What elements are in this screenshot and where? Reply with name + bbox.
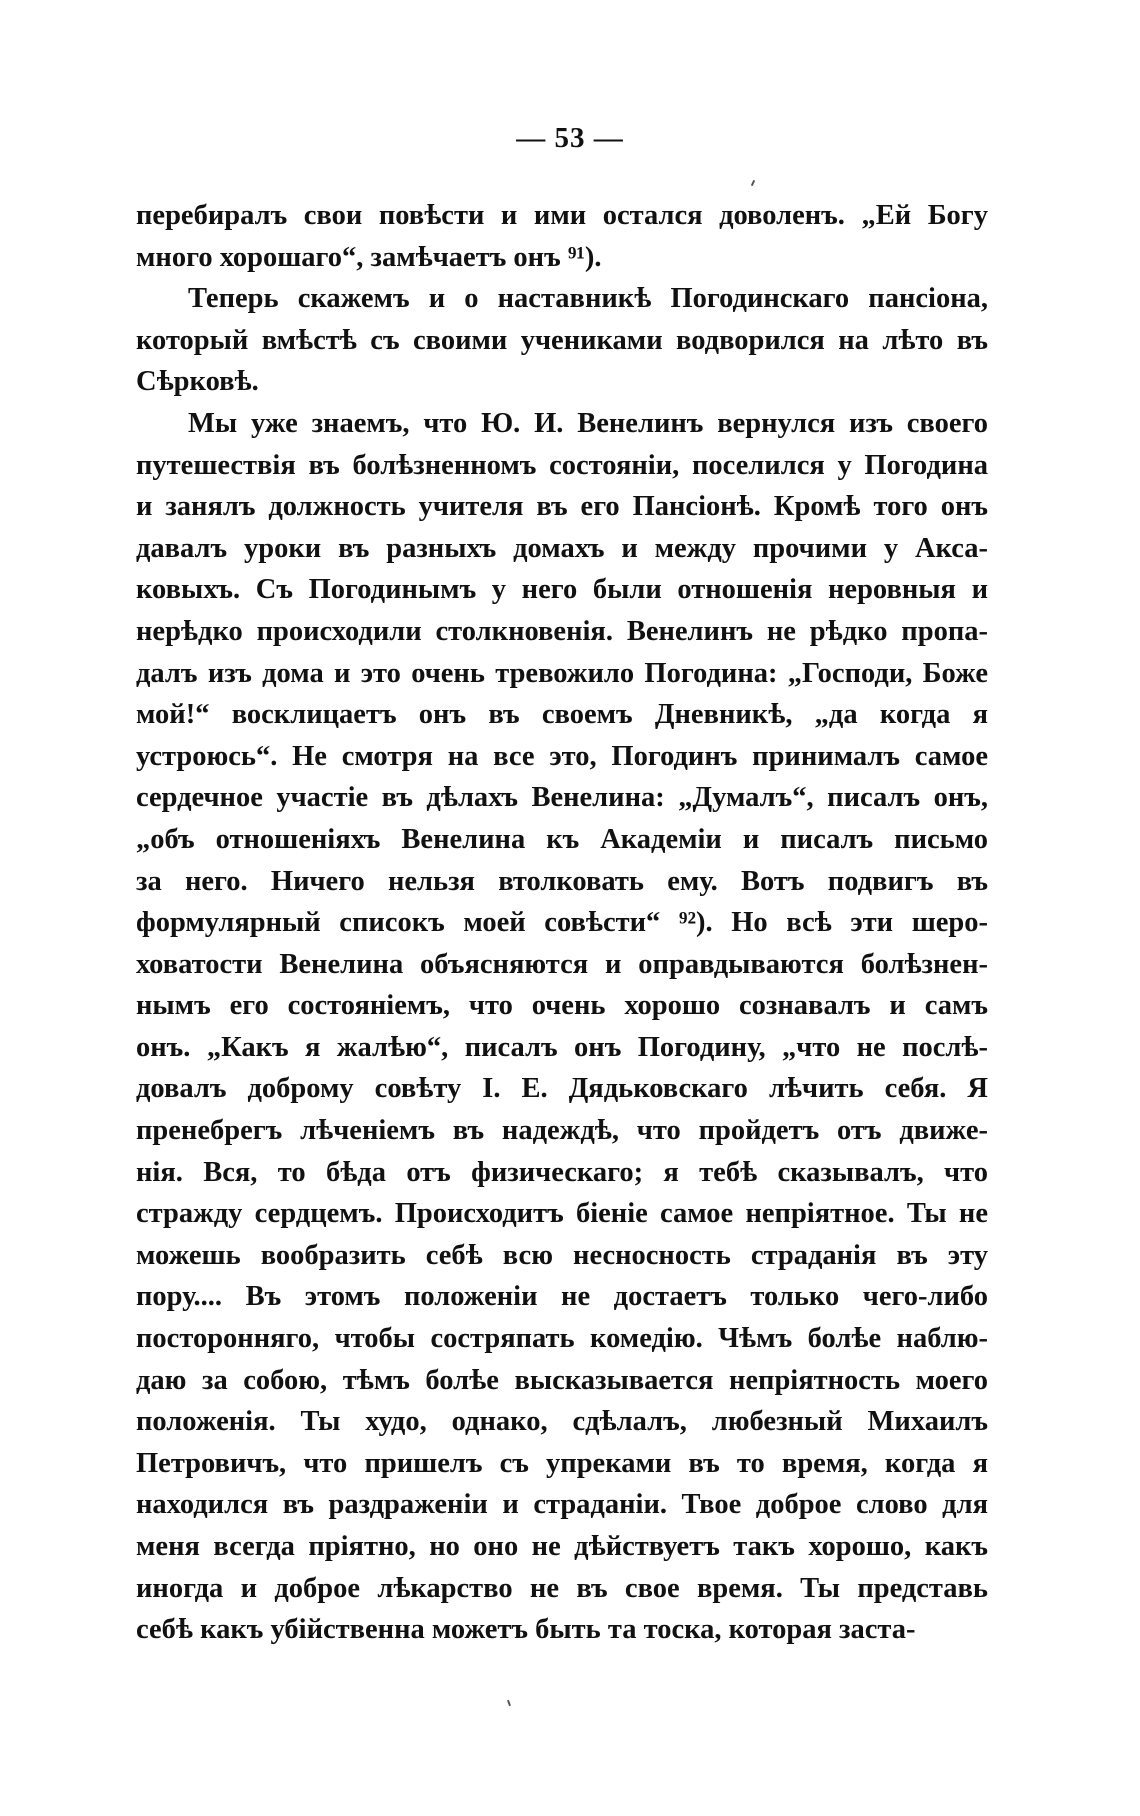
paragraph	[136, 403, 988, 1651]
text-line: сердечное участіе въ дѣлахъ Венелина: „Думалъ“, писалъ онъ,	[136, 782, 988, 814]
text-line: за него. Ничего нельзя втолковать ему. Вотъ подвигъ въ	[136, 865, 988, 897]
text-line: много хорошаго“, замѣчаетъ онъ ⁹¹).	[136, 241, 602, 273]
text-line: положенія. Ты худо, однако, сдѣлалъ, любезный Михаилъ	[136, 1406, 988, 1438]
body-text	[136, 195, 988, 1651]
text-line: давалъ уроки въ разныхъ домахъ и между прочими у Акса-	[136, 532, 988, 564]
text-line: Мы уже знаемъ, что Ю. И. Венелинъ вернулся изъ своего	[188, 407, 988, 439]
text-line: устроюсь“. Не смотря на все это, Погодинъ принималъ самое	[136, 740, 988, 772]
text-line: находился въ раздраженіи и страданіи. Твое доброе слово для	[136, 1489, 988, 1521]
text-line: который вмѣстѣ съ своими учениками водворился на лѣто въ	[136, 324, 988, 356]
text-line: посторонняго, чтобы состряпать комедію. Чѣмъ болѣе наблю-	[136, 1323, 988, 1355]
paragraph	[136, 278, 988, 403]
text-line: Теперь скажемъ и о наставникѣ Погодинскаго пансіона,	[188, 283, 988, 315]
text-line: пренебрегъ лѣченіемъ въ надеждѣ, что пройдетъ отъ движе-	[136, 1115, 988, 1147]
text-line: перебиралъ свои повѣсти и ими остался доволенъ. „Ей Богу	[136, 200, 988, 231]
text-line: иногда и доброе лѣкарство не въ свое время. Ты представь	[136, 1572, 988, 1604]
text-line: можешь вообразить себѣ всю несносность страданія въ эту	[136, 1239, 988, 1271]
text-line: формулярный списокъ моей совѣсти“ ⁹²). Но всѣ эти шеро-	[136, 907, 988, 939]
text-line: довалъ доброму совѣту І. Е. Дядьковскаго лѣчить себя. Я	[136, 1073, 988, 1105]
text-line: „объ отношеніяхъ Венелина къ Академіи и писалъ письмо	[136, 823, 988, 855]
text-line: нымъ его состояніемъ, что очень хорошо сознавалъ и самъ	[136, 990, 988, 1022]
text-line: пору.... Въ этомъ положеніи не достаетъ только чего-либо	[136, 1281, 988, 1313]
text-line: онъ. „Какъ я жалѣю“, писалъ онъ Погодину, „что не послѣ-	[136, 1031, 988, 1063]
text-line: даю за собою, тѣмъ болѣе высказывается непріятность моего	[136, 1364, 988, 1396]
text-line: стражду сердцемъ. Происходитъ біеніе самое непріятное. Ты не	[136, 1198, 988, 1230]
paragraph	[136, 195, 988, 278]
text-line: мой!“ восклицаетъ онъ въ своемъ Дневникѣ, „да когда я	[136, 699, 988, 731]
text-line: ковыхъ. Съ Погодинымъ у него были отношенія неровныя и	[136, 574, 988, 606]
text-line: ховатости Венелина объясняются и оправдываются болѣзнен-	[136, 948, 988, 980]
text-line: себѣ какъ убійственна можетъ быть та тоска, которая заста-	[136, 1614, 916, 1646]
scan-speck	[751, 180, 755, 186]
text-line: Сѣрковѣ.	[136, 366, 259, 398]
scan-speck	[507, 1700, 511, 1706]
page-number: — 53 —	[516, 122, 624, 154]
text-line: нія. Вся, то бѣда отъ физическаго; я тебѣ сказывалъ, что	[136, 1156, 988, 1188]
text-line: далъ изъ дома и это очень тревожило Погодина: „Господи, Боже	[136, 657, 988, 689]
text-line: меня всегда пріятно, но оно не дѣйствуетъ такъ хорошо, какъ	[136, 1531, 988, 1562]
text-line: путешествія въ болѣзненномъ состояніи, поселился у Погодина	[136, 449, 988, 481]
text-line: и занялъ должность учителя въ его Пансіонѣ. Кромѣ того онъ	[136, 491, 988, 523]
text-line: Петровичъ, что пришелъ съ упреками въ то время, когда я	[136, 1447, 988, 1479]
text-line: нерѣдко происходили столкновенія. Венелинъ не рѣдко пропа-	[136, 615, 988, 647]
